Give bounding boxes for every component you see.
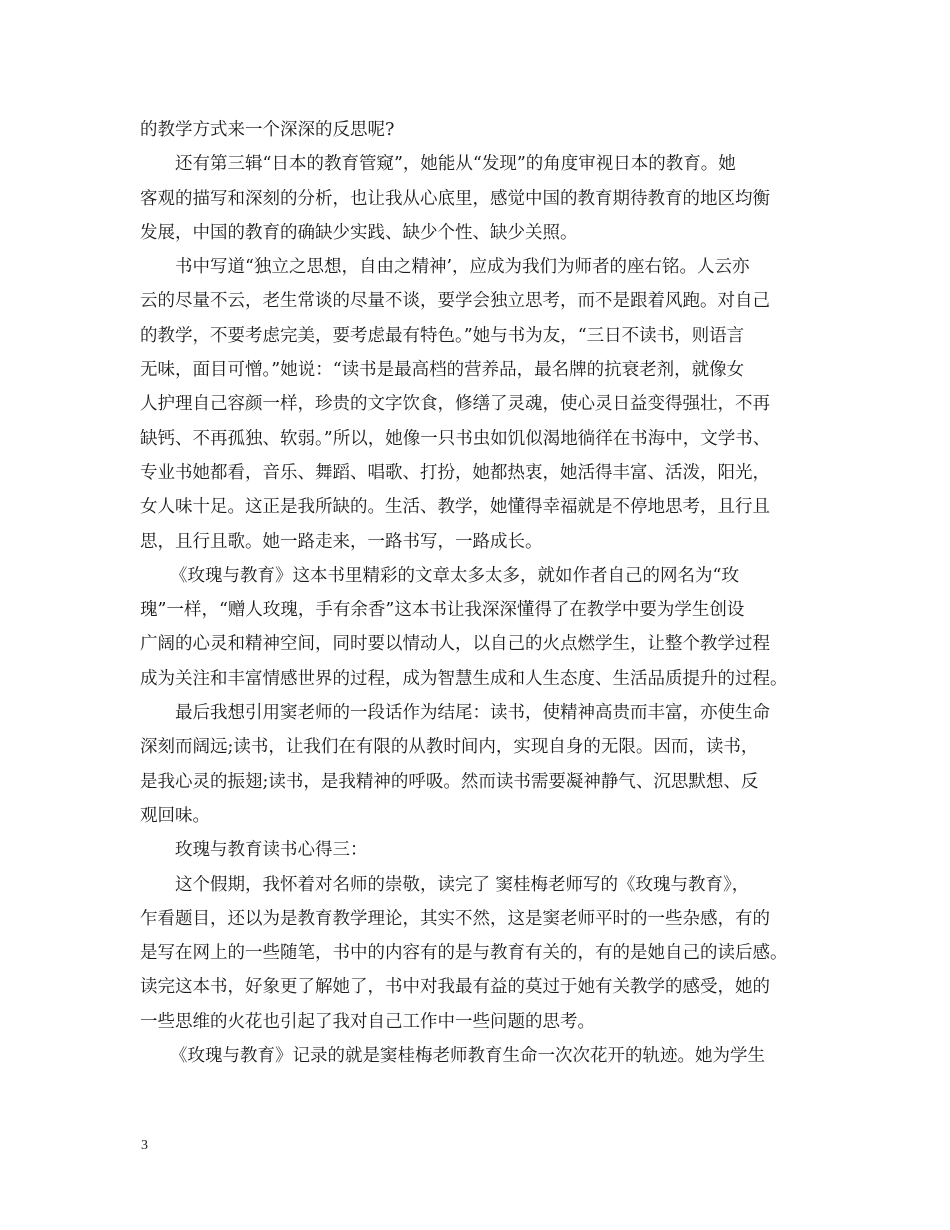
text-line: 是我心灵的振翅;读书，是我精神的呼吸。然而读书需要凝神静气、沉思默想、反 <box>140 771 759 792</box>
section-heading: 玫瑰与教育读书心得三： <box>175 840 368 861</box>
text-line: 是写在网上的一些随笔，书中的内容有的是与教育有关的，有的是她自己的读后感。 <box>140 943 788 964</box>
text-line: 一些思维的火花也引起了我对自己工作中一些问题的思考。 <box>140 1011 595 1032</box>
text-line: 读完这本书，好象更了解她了，书中对我最有益的莫过于她有关教学的感受，她的 <box>140 977 770 998</box>
text-line: 人护理自己容颜一样，珍贵的文字饮食，修缮了灵魂，使心灵日益变得强壮，不再 <box>140 394 770 415</box>
text-line: 的教学，不要考虑完美，要考虑最有特色。”她与书为友，“三日不读书，则语言 <box>140 325 745 346</box>
text-line: 思，且行且歌。她一路走来，一路书写，一路成长。 <box>140 531 543 552</box>
text-line: 云的尽量不云，老生常谈的尽量不谈，要学会独立思考，而不是跟着风跑。对自己 <box>140 291 770 312</box>
text-line: 无味，面目可憎。”她说：“读书是最高档的营养品，最名牌的抗衰老剂，就像女 <box>140 360 745 381</box>
text-line: 的教学方式来一个深深的反思呢? <box>140 120 395 140</box>
text-line: 观回味。 <box>140 805 210 826</box>
text-line: 最后我想引用窦老师的一段话作为结尾：读书，使精神高贵而丰富，亦使生命 <box>175 703 770 724</box>
text-line: 女人味十足。这正是我所缺的。生活、教学，她懂得幸福就是不停地思考，且行且 <box>140 497 770 518</box>
text-line: 书中写道“独立之思想，自由之精神’，应成为我们为师者的座右铭。人云亦 <box>175 257 750 278</box>
page-number: 3 <box>141 1138 148 1153</box>
text-line: 广阔的心灵和精神空间，同时要以情动人，以自己的火点燃学生，让整个教学过程 <box>140 634 770 655</box>
text-line: 瑰”一样，“赠人玫瑰，手有余香”这本书让我深深懂得了在教学中要为学生创设 <box>140 600 745 621</box>
text-line: 客观的描写和深刻的分析，也让我从心底里，感觉中国的教育期待教育的地区均衡 <box>140 188 770 209</box>
text-line: 深刻而阔远;读书，让我们在有限的从教时间内，实现自身的无限。因而，读书， <box>140 737 759 758</box>
text-line: 《玫瑰与教育》记录的就是窦桂梅老师教育生命一次次花开的轨迹。她为学生 <box>170 1046 765 1067</box>
text-line: 还有第三辑“日本的教育管窥”，她能从“发现”的角度审视日本的教育。她 <box>175 154 736 175</box>
text-line: 专业书她都看，音乐、舞蹈、唱歌、打扮，她都热衷，她活得丰富、活泼，阳光， <box>140 462 770 483</box>
text-line: 这个假期，我怀着对名师的崇敬，读完了 窦桂梅老师写的《玫瑰与教育》， <box>175 874 750 895</box>
text-line: 成为关注和丰富情感世界的过程，成为智慧生成和人生态度、生活品质提升的过程。 <box>140 668 788 689</box>
text-line: 缺钙、不再孤独、软弱。”所以，她像一只书虫如饥似渴地徜徉在书海中，文学书、 <box>140 428 771 449</box>
text-line: 发展，中国的教育的确缺少实践、缺少个性、缺少关照。 <box>140 222 578 243</box>
text-line: 《玫瑰与教育》这本书里精彩的文章太多太多，就如作者自己的网名为“玫 <box>170 565 739 586</box>
text-line: 乍看题目，还以为是教育教学理论，其实不然，这是窦老师平时的一些杂感，有的 <box>140 908 770 929</box>
document-body <box>140 113 830 1073</box>
